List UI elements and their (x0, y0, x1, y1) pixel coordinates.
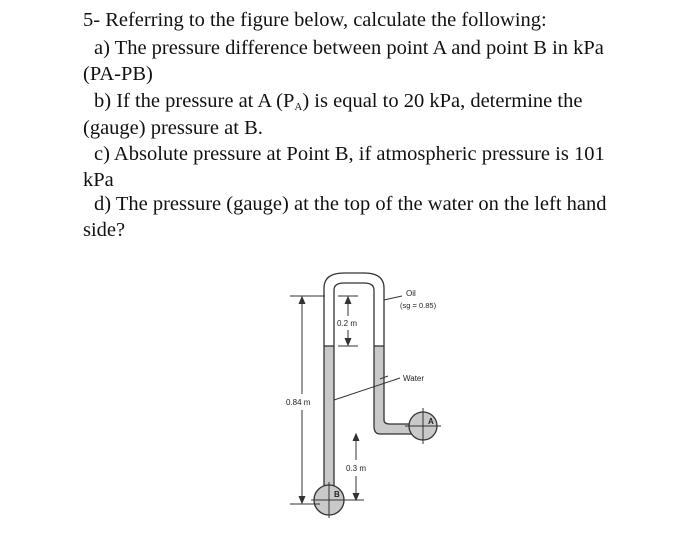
leader-lines (334, 296, 402, 400)
part-c-line-2: kPa (83, 169, 114, 191)
water-label: Water (403, 374, 425, 383)
u-tube (324, 273, 412, 492)
dim-total-label: 0.84 m (286, 398, 311, 407)
part-d-line-2: side? (83, 219, 126, 241)
part-c-line-1: c) Absolute pressure at Point B, if atmospheric pressure is 101 (94, 143, 605, 165)
oil-sg-label: (sg = 0.85) (400, 301, 437, 310)
dim-top-label: 0.2 m (337, 319, 358, 328)
part-b-post: ) is equal to 20 kPa, determine the (302, 90, 583, 112)
part-d-line-1: d) The pressure (gauge) at the top of the water on the left hand (94, 193, 607, 215)
oil-label: Oil (406, 289, 416, 298)
part-a-line-1: a) The pressure difference between point A and point B in kPa (94, 37, 604, 59)
water-region-left (324, 346, 334, 492)
dim-bottom-label: 0.3 m (346, 464, 367, 473)
point-a (405, 408, 441, 444)
part-a-line-2: (PA-PB) (83, 63, 153, 85)
point-a-label: A (428, 417, 434, 426)
oil-region (324, 273, 384, 346)
question-heading: 5- Referring to the figure below, calculate the following: (83, 9, 547, 31)
point-b-label: B (334, 490, 340, 499)
water-region-right (374, 346, 412, 434)
part-b-subscript: A (294, 101, 303, 113)
part-b-pre: b) If the pressure at A (P (94, 90, 295, 112)
part-b-line-2: (gauge) pressure at B. (83, 117, 263, 139)
